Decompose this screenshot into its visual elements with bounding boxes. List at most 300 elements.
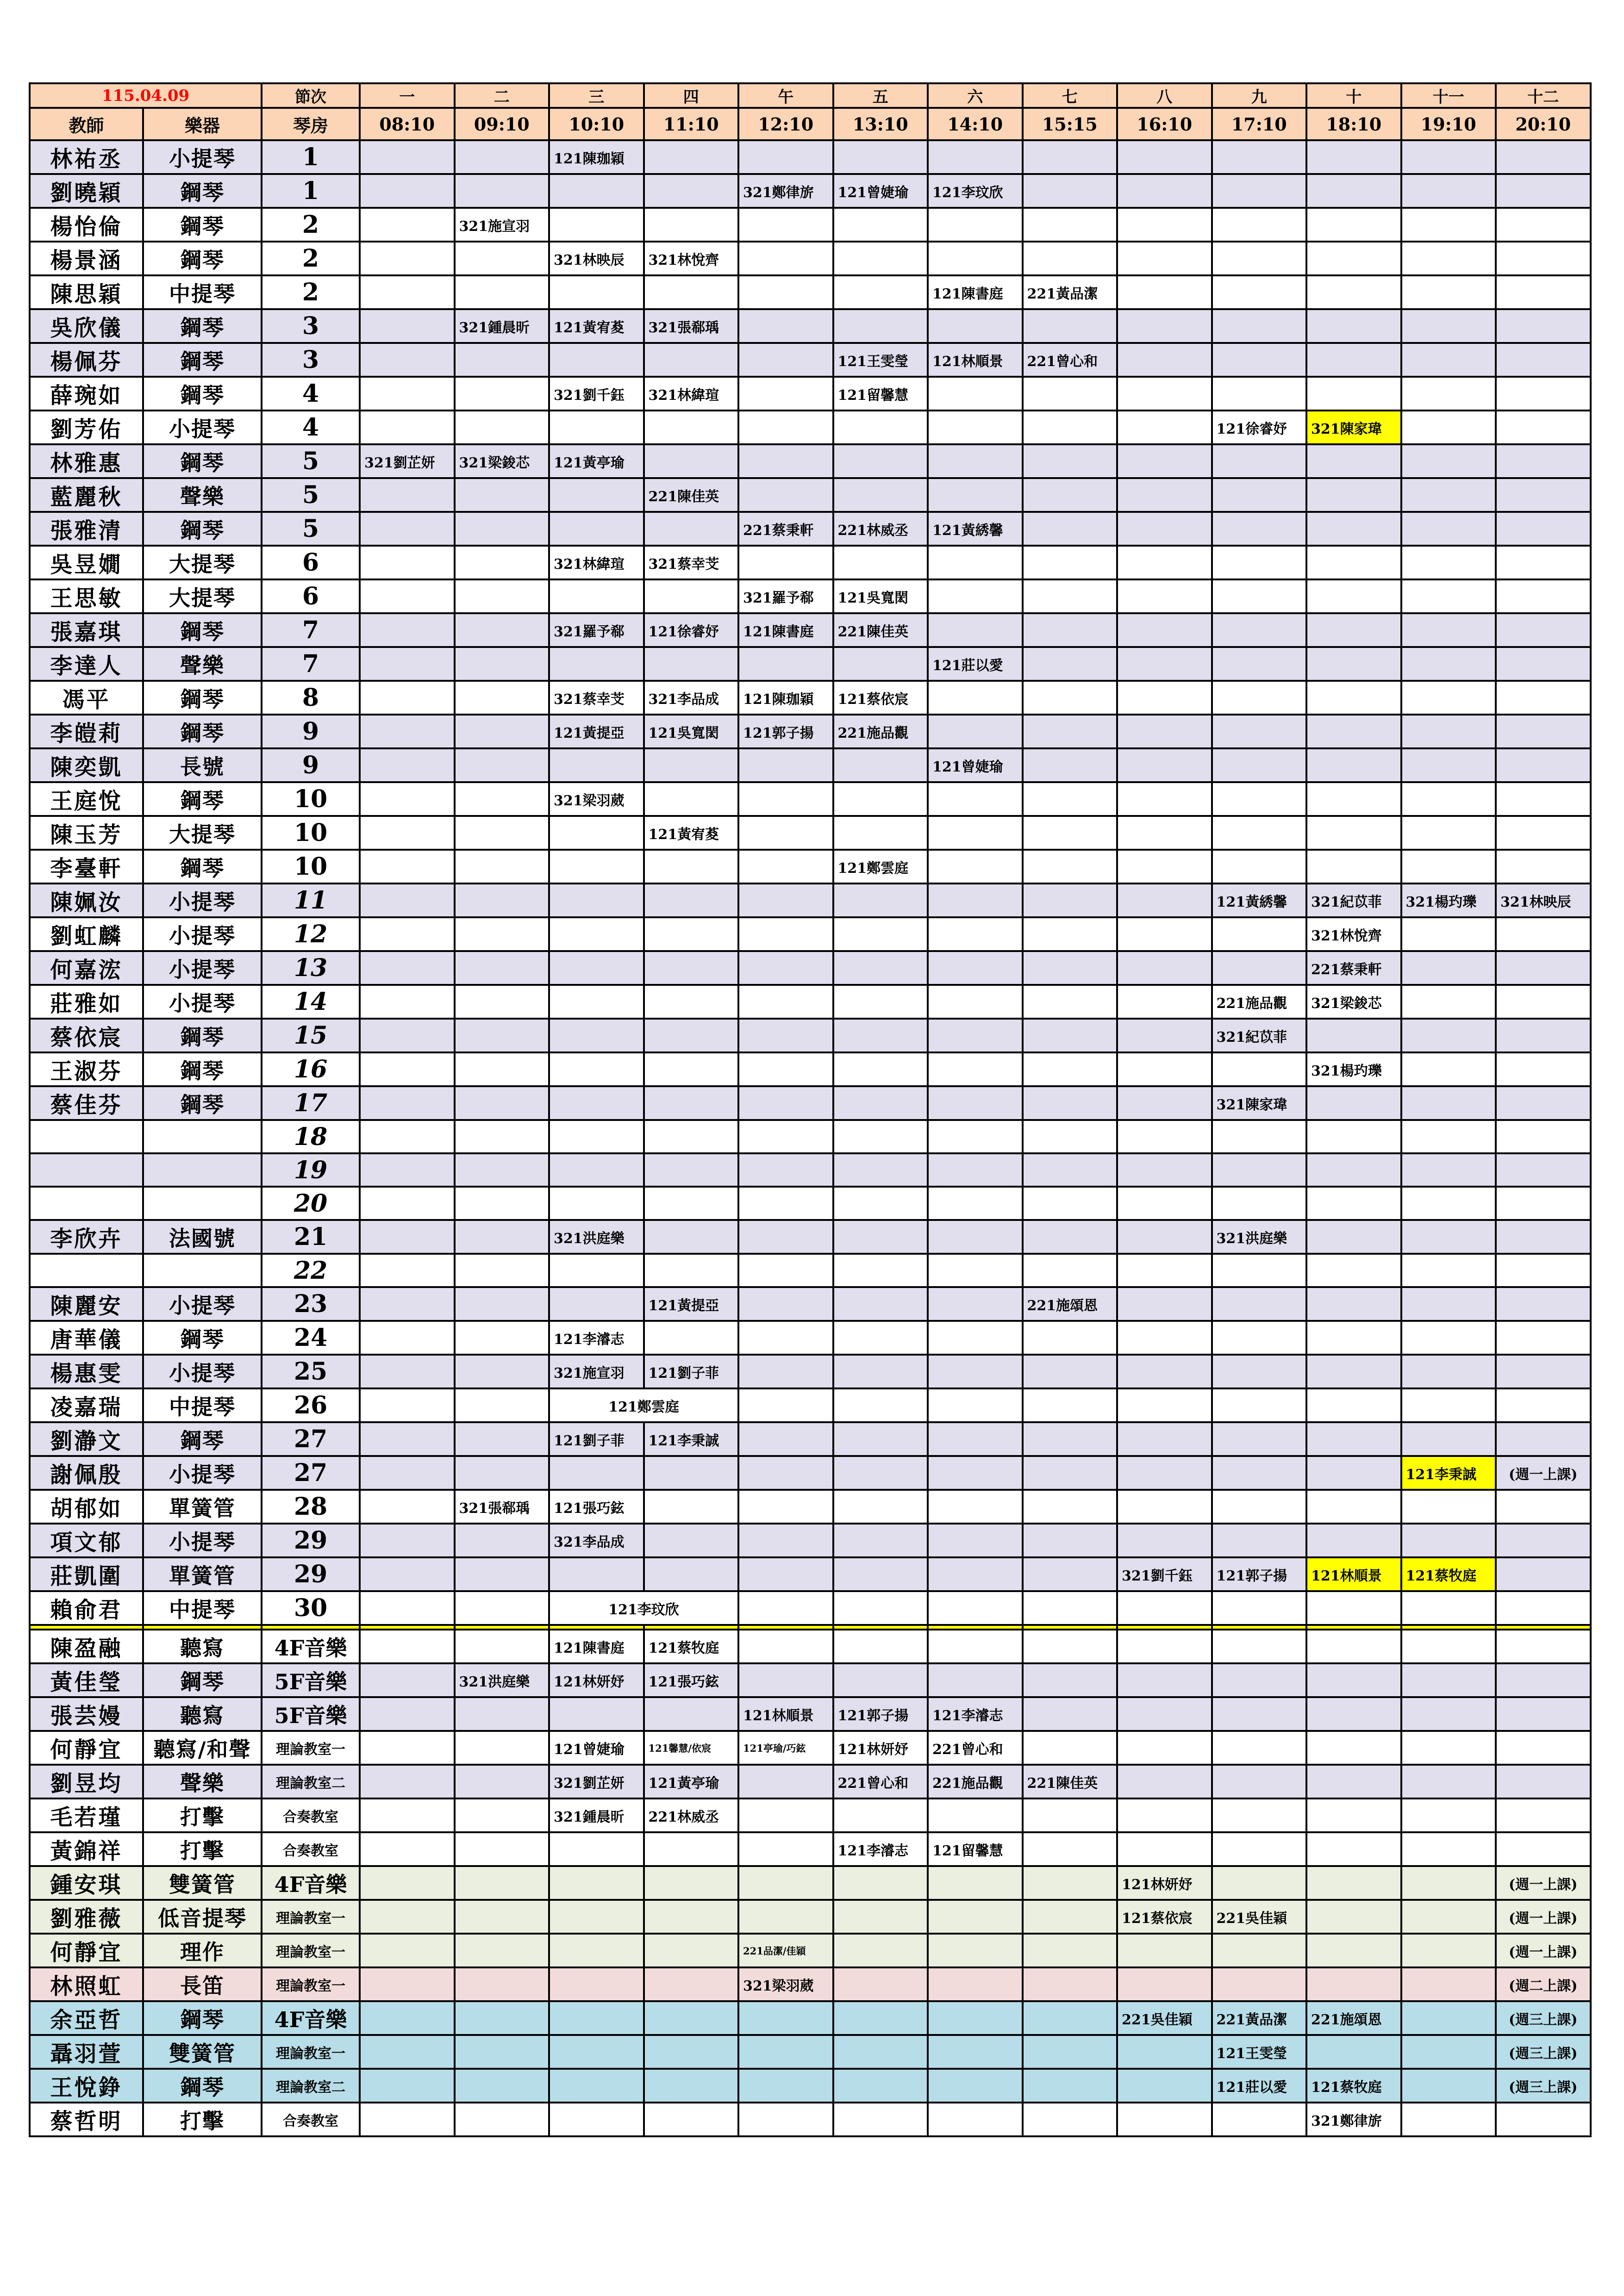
lesson-slot bbox=[1306, 1731, 1401, 1765]
lesson-slot bbox=[833, 1388, 928, 1422]
instrument: 小提琴 bbox=[143, 411, 262, 444]
lesson-slot bbox=[1117, 917, 1212, 951]
lesson-slot bbox=[455, 1591, 550, 1625]
lesson-slot bbox=[1117, 884, 1212, 917]
schedule-sheet bbox=[29, 82, 1590, 2137]
lesson-slot bbox=[1496, 1524, 1591, 1557]
table-row bbox=[30, 546, 1591, 579]
lesson-slot: 221蔡秉軒 bbox=[738, 512, 833, 546]
lesson-slot: 221施品觀 bbox=[928, 1765, 1023, 1798]
lesson-slot bbox=[1117, 613, 1212, 647]
lesson-slot bbox=[833, 1355, 928, 1388]
lesson-slot bbox=[1496, 309, 1591, 343]
teacher-name: 馮平 bbox=[30, 681, 143, 715]
lesson-slot bbox=[1117, 579, 1212, 613]
lesson-slot bbox=[1496, 1388, 1591, 1422]
teacher-name: 李欣卉 bbox=[30, 1220, 143, 1254]
lesson-slot bbox=[928, 411, 1023, 444]
lesson-slot bbox=[928, 1557, 1023, 1591]
table-row bbox=[30, 917, 1591, 951]
room-number: 合奏教室 bbox=[262, 2103, 360, 2136]
lesson-slot: 221施品觀 bbox=[1212, 985, 1307, 1019]
lesson-slot: 121劉子菲 bbox=[549, 1422, 644, 1456]
table-row bbox=[30, 309, 1591, 343]
teacher-name: 劉瀞文 bbox=[30, 1422, 143, 1456]
lesson-slot bbox=[1212, 1934, 1307, 1967]
lesson-slot bbox=[833, 1663, 928, 1697]
lesson-slot bbox=[1496, 444, 1591, 478]
lesson-slot bbox=[928, 2103, 1023, 2136]
lesson-slot bbox=[1117, 1524, 1212, 1557]
lesson-slot bbox=[1023, 1052, 1118, 1086]
table-row bbox=[30, 647, 1591, 681]
lesson-slot: 321陳家瑋 bbox=[1212, 1086, 1307, 1120]
lesson-slot bbox=[360, 174, 455, 208]
room-number: 7 bbox=[262, 613, 360, 647]
teacher-name: 張嘉琪 bbox=[30, 613, 143, 647]
instrument: 鋼琴 bbox=[143, 1019, 262, 1052]
lesson-slot bbox=[1401, 377, 1496, 411]
lesson-slot bbox=[1023, 715, 1118, 748]
lesson-slot bbox=[455, 613, 550, 647]
instrument: 雙簧管 bbox=[143, 2035, 262, 2069]
lesson-slot bbox=[928, 1187, 1023, 1220]
lesson-slot bbox=[644, 951, 739, 985]
lesson-slot bbox=[455, 715, 550, 748]
lesson-slot: 121陳書庭 bbox=[738, 613, 833, 647]
lesson-slot bbox=[1117, 1019, 1212, 1052]
lesson-slot bbox=[738, 782, 833, 816]
lesson-slot bbox=[360, 1832, 455, 1866]
lesson-slot: 121莊以愛 bbox=[1212, 2069, 1307, 2103]
lesson-slot bbox=[455, 1900, 550, 1934]
lesson-slot bbox=[928, 1220, 1023, 1254]
lesson-slot: 121李玟欣 bbox=[928, 174, 1023, 208]
lesson-slot bbox=[1401, 715, 1496, 748]
room-number: 5 bbox=[262, 512, 360, 546]
lesson-slot bbox=[1212, 377, 1307, 411]
lesson-slot bbox=[1306, 1832, 1401, 1866]
lesson-slot bbox=[455, 411, 550, 444]
lesson-slot bbox=[1401, 1591, 1496, 1625]
room-number: 10 bbox=[262, 816, 360, 850]
room-number: 3 bbox=[262, 309, 360, 343]
lesson-slot bbox=[1401, 1765, 1496, 1798]
lesson-slot bbox=[738, 2103, 833, 2136]
lesson-slot bbox=[1306, 343, 1401, 377]
lesson-slot bbox=[644, 1120, 739, 1153]
table-row bbox=[30, 579, 1591, 613]
schedule-date: 115.04.09 bbox=[30, 83, 262, 108]
period-header: 八 bbox=[1117, 83, 1212, 108]
table-row bbox=[30, 1287, 1591, 1321]
lesson-slot: 121陳珈穎 bbox=[549, 140, 644, 174]
lesson-slot bbox=[360, 478, 455, 512]
lesson-slot bbox=[644, 1832, 739, 1866]
room-number: 理論教室一 bbox=[262, 1967, 360, 2001]
period-label: 節次 bbox=[262, 83, 360, 108]
instrument: 聲樂 bbox=[143, 1765, 262, 1798]
table-row bbox=[30, 512, 1591, 546]
instrument: 大提琴 bbox=[143, 546, 262, 579]
lesson-slot bbox=[644, 1187, 739, 1220]
lesson-slot bbox=[738, 1832, 833, 1866]
teacher-name bbox=[30, 1254, 143, 1287]
room-number: 10 bbox=[262, 782, 360, 816]
lesson-slot bbox=[1306, 1697, 1401, 1731]
lesson-slot bbox=[360, 1490, 455, 1524]
room-number: 9 bbox=[262, 748, 360, 782]
teacher-name: 李皚莉 bbox=[30, 715, 143, 748]
lesson-slot bbox=[455, 985, 550, 1019]
lesson-slot bbox=[1496, 1422, 1591, 1456]
lesson-slot bbox=[1023, 1663, 1118, 1697]
table-row bbox=[30, 748, 1591, 782]
lesson-slot bbox=[738, 1663, 833, 1697]
teacher-name: 林照虹 bbox=[30, 1967, 143, 2001]
lesson-slot bbox=[360, 1321, 455, 1355]
lesson-slot bbox=[1117, 951, 1212, 985]
lesson-slot bbox=[1306, 1120, 1401, 1153]
lesson-slot bbox=[455, 2069, 550, 2103]
lesson-slot bbox=[1212, 1663, 1307, 1697]
lesson-slot bbox=[1306, 1591, 1401, 1625]
lesson-slot: 221黃品潔 bbox=[1023, 275, 1118, 309]
lesson-slot bbox=[549, 1052, 644, 1086]
lesson-slot bbox=[549, 343, 644, 377]
lesson-slot bbox=[549, 1900, 644, 1934]
lesson-slot bbox=[1306, 444, 1401, 478]
lesson-slot bbox=[1117, 1731, 1212, 1765]
table-row bbox=[30, 1967, 1591, 2001]
lesson-slot bbox=[833, 2103, 928, 2136]
lesson-slot bbox=[549, 2069, 644, 2103]
room-number: 6 bbox=[262, 546, 360, 579]
lesson-slot bbox=[360, 377, 455, 411]
lesson-slot bbox=[928, 715, 1023, 748]
lesson-slot bbox=[1212, 681, 1307, 715]
lesson-slot: 121王雯瑩 bbox=[1212, 2035, 1307, 2069]
lesson-slot bbox=[1401, 411, 1496, 444]
lesson-slot bbox=[1496, 1086, 1591, 1120]
lesson-slot bbox=[1212, 1120, 1307, 1153]
lesson-slot bbox=[360, 1355, 455, 1388]
lesson-slot bbox=[738, 748, 833, 782]
lesson-slot bbox=[1306, 715, 1401, 748]
room-number: 理論教室一 bbox=[262, 2035, 360, 2069]
lesson-slot bbox=[1023, 1422, 1118, 1456]
lesson-slot bbox=[833, 1866, 928, 1900]
lesson-slot bbox=[1212, 748, 1307, 782]
lesson-slot bbox=[360, 917, 455, 951]
lesson-slot bbox=[1023, 1019, 1118, 1052]
instrument: 鋼琴 bbox=[143, 512, 262, 546]
lesson-slot bbox=[738, 917, 833, 951]
lesson-slot: 121林妍妤 bbox=[1117, 1866, 1212, 1900]
lesson-slot bbox=[1306, 1019, 1401, 1052]
lesson-slot bbox=[738, 1630, 833, 1663]
lesson-slot bbox=[738, 242, 833, 275]
lesson-slot: 321劉芷妍 bbox=[360, 444, 455, 478]
lesson-slot bbox=[1212, 1187, 1307, 1220]
lesson-slot bbox=[644, 208, 739, 242]
instrument: 聲樂 bbox=[143, 478, 262, 512]
lesson-slot bbox=[1306, 1765, 1401, 1798]
lesson-slot bbox=[1212, 1591, 1307, 1625]
lesson-slot bbox=[1117, 546, 1212, 579]
room-number: 11 bbox=[262, 884, 360, 917]
lesson-slot bbox=[455, 2035, 550, 2069]
lesson-slot bbox=[1117, 309, 1212, 343]
lesson-slot bbox=[1401, 647, 1496, 681]
lesson-slot: 121吳寬閎 bbox=[833, 579, 928, 613]
lesson-slot bbox=[549, 1287, 644, 1321]
lesson-slot: 121蔡牧庭 bbox=[1306, 2069, 1401, 2103]
teacher-name: 鍾安琪 bbox=[30, 1866, 143, 1900]
lesson-slot bbox=[455, 1153, 550, 1187]
lesson-slot: 321李品成 bbox=[644, 681, 739, 715]
lesson-slot bbox=[738, 1422, 833, 1456]
instrument: 大提琴 bbox=[143, 579, 262, 613]
table-row bbox=[30, 2103, 1591, 2136]
lesson-slot bbox=[549, 647, 644, 681]
lesson-slot bbox=[455, 1731, 550, 1765]
lesson-slot: 121張巧鉉 bbox=[644, 1663, 739, 1697]
lesson-slot bbox=[455, 1355, 550, 1388]
lesson-slot bbox=[1401, 1630, 1496, 1663]
lesson-slot bbox=[1212, 1765, 1307, 1798]
lesson-slot bbox=[1306, 647, 1401, 681]
header-row-periods bbox=[30, 83, 1591, 108]
lesson-slot bbox=[549, 275, 644, 309]
lesson-slot bbox=[1401, 1731, 1496, 1765]
period-header: 七 bbox=[1023, 83, 1118, 108]
lesson-slot: 121劉子菲 bbox=[644, 1355, 739, 1388]
lesson-slot bbox=[738, 208, 833, 242]
lesson-slot bbox=[1023, 1557, 1118, 1591]
lesson-slot bbox=[1117, 2069, 1212, 2103]
lesson-slot bbox=[833, 917, 928, 951]
lesson-slot bbox=[1496, 782, 1591, 816]
lesson-slot bbox=[928, 579, 1023, 613]
lesson-slot bbox=[1306, 1254, 1401, 1287]
lesson-slot bbox=[1496, 1832, 1591, 1866]
lesson-slot bbox=[455, 242, 550, 275]
lesson-slot bbox=[1023, 208, 1118, 242]
table-row bbox=[30, 1422, 1591, 1456]
instrument: 鋼琴 bbox=[143, 444, 262, 478]
lesson-slot bbox=[1023, 951, 1118, 985]
lesson-slot bbox=[738, 1765, 833, 1798]
lesson-slot bbox=[738, 1490, 833, 1524]
lesson-slot bbox=[1496, 140, 1591, 174]
lesson-slot bbox=[1023, 1254, 1118, 1287]
lesson-slot: 221曾心和 bbox=[833, 1765, 928, 1798]
lesson-slot bbox=[360, 1388, 455, 1422]
lesson-slot bbox=[455, 1187, 550, 1220]
lesson-slot bbox=[1212, 208, 1307, 242]
lesson-slot bbox=[1496, 613, 1591, 647]
room-column-header: 琴房 bbox=[262, 108, 360, 140]
table-row bbox=[30, 242, 1591, 275]
lesson-slot bbox=[833, 1019, 928, 1052]
lesson-slot bbox=[1401, 512, 1496, 546]
lesson-slot bbox=[549, 1832, 644, 1866]
lesson-slot: 321林悅齊 bbox=[1306, 917, 1401, 951]
table-row bbox=[30, 2001, 1591, 2035]
lesson-slot bbox=[1496, 1765, 1591, 1798]
lesson-slot bbox=[1496, 411, 1591, 444]
lesson-slot bbox=[1496, 208, 1591, 242]
table-row bbox=[30, 1765, 1591, 1798]
instrument: 鋼琴 bbox=[143, 174, 262, 208]
lesson-slot: 121留馨慧 bbox=[928, 1832, 1023, 1866]
lesson-slot bbox=[1401, 917, 1496, 951]
instrument: 鋼琴 bbox=[143, 309, 262, 343]
lesson-slot bbox=[644, 1220, 739, 1254]
lesson-slot bbox=[738, 1019, 833, 1052]
lesson-slot bbox=[644, 1153, 739, 1187]
teacher-name: 陳奕凱 bbox=[30, 748, 143, 782]
lesson-slot: 221吳佳穎 bbox=[1117, 2001, 1212, 2035]
lesson-slot bbox=[738, 850, 833, 884]
lesson-slot bbox=[455, 748, 550, 782]
instrument: 鋼琴 bbox=[143, 1321, 262, 1355]
lesson-slot bbox=[1401, 275, 1496, 309]
lesson-slot bbox=[738, 2035, 833, 2069]
lesson-slot bbox=[360, 411, 455, 444]
lesson-slot bbox=[1401, 1220, 1496, 1254]
lesson-slot bbox=[1212, 647, 1307, 681]
lesson-slot bbox=[1212, 1832, 1307, 1866]
instrument: 雙簧管 bbox=[143, 1866, 262, 1900]
time-header: 14:10 bbox=[928, 108, 1023, 140]
lesson-slot bbox=[360, 1967, 455, 2001]
lesson-slot bbox=[549, 1934, 644, 1967]
room-number: 4F音樂 bbox=[262, 1630, 360, 1663]
lesson-slot: 221蔡秉軒 bbox=[1306, 951, 1401, 985]
instrument: 鋼琴 bbox=[143, 343, 262, 377]
lesson-slot: 321羅予郗 bbox=[738, 579, 833, 613]
lesson-slot: 321劉芷妍 bbox=[549, 1765, 644, 1798]
lesson-slot: 321施宣羽 bbox=[549, 1355, 644, 1388]
instrument: 聽寫 bbox=[143, 1630, 262, 1663]
lesson-slot bbox=[1496, 579, 1591, 613]
lesson-slot bbox=[360, 2069, 455, 2103]
lesson-slot bbox=[738, 951, 833, 985]
lesson-slot bbox=[1212, 1422, 1307, 1456]
lesson-slot bbox=[360, 951, 455, 985]
table-row bbox=[30, 1900, 1591, 1934]
table-row bbox=[30, 1153, 1591, 1187]
room-number: 8 bbox=[262, 681, 360, 715]
lesson-slot bbox=[1023, 748, 1118, 782]
lesson-slot bbox=[455, 850, 550, 884]
lesson-slot: 121李濬志 bbox=[928, 1697, 1023, 1731]
lesson-slot bbox=[455, 1086, 550, 1120]
lesson-slot: 121莊以愛 bbox=[928, 647, 1023, 681]
instrument: 小提琴 bbox=[143, 985, 262, 1019]
lesson-slot bbox=[1212, 579, 1307, 613]
lesson-slot bbox=[928, 242, 1023, 275]
lesson-slot bbox=[1306, 1630, 1401, 1663]
teacher-name: 楊怡倫 bbox=[30, 208, 143, 242]
lesson-slot bbox=[1117, 242, 1212, 275]
teacher-name: 陳玉芳 bbox=[30, 816, 143, 850]
table-row bbox=[30, 850, 1591, 884]
lesson-slot bbox=[1401, 174, 1496, 208]
lesson-slot bbox=[549, 850, 644, 884]
room-number: 20 bbox=[262, 1187, 360, 1220]
lesson-slot: 321張郗瑀 bbox=[644, 309, 739, 343]
lesson-slot bbox=[644, 1254, 739, 1287]
lesson-slot bbox=[360, 1287, 455, 1321]
lesson-slot bbox=[1117, 140, 1212, 174]
lesson-slot bbox=[928, 917, 1023, 951]
lesson-slot bbox=[1023, 2035, 1118, 2069]
lesson-slot bbox=[1306, 816, 1401, 850]
schedule-body-practice-rooms bbox=[30, 140, 1591, 1625]
table-row bbox=[30, 715, 1591, 748]
lesson-slot bbox=[455, 1019, 550, 1052]
lesson-slot bbox=[1496, 2103, 1591, 2136]
table-row bbox=[30, 681, 1591, 715]
schedule-note: (週一上課) bbox=[1496, 1866, 1591, 1900]
lesson-slot bbox=[1401, 1321, 1496, 1355]
room-number: 27 bbox=[262, 1422, 360, 1456]
lesson-slot bbox=[833, 1490, 928, 1524]
lesson-slot bbox=[360, 681, 455, 715]
teacher-name: 楊惠雯 bbox=[30, 1355, 143, 1388]
lesson-slot bbox=[1306, 1967, 1401, 2001]
lesson-slot bbox=[1496, 1254, 1591, 1287]
lesson-slot bbox=[1117, 275, 1212, 309]
lesson-slot bbox=[738, 985, 833, 1019]
lesson-slot: 121蔡牧庭 bbox=[644, 1630, 739, 1663]
lesson-slot bbox=[833, 1422, 928, 1456]
lesson-slot bbox=[738, 377, 833, 411]
instrument: 低音提琴 bbox=[143, 1900, 262, 1934]
lesson-slot: 321梁鋑芯 bbox=[1306, 985, 1401, 1019]
lesson-slot bbox=[1117, 2035, 1212, 2069]
lesson-slot bbox=[644, 1086, 739, 1120]
teacher-name: 李臺軒 bbox=[30, 850, 143, 884]
lesson-slot bbox=[360, 1866, 455, 1900]
lesson-slot bbox=[360, 1557, 455, 1591]
lesson-slot bbox=[1496, 1591, 1591, 1625]
lesson-slot bbox=[1401, 1355, 1496, 1388]
lesson-slot bbox=[1117, 1456, 1212, 1490]
lesson-slot bbox=[1212, 1052, 1307, 1086]
lesson-slot bbox=[455, 1220, 550, 1254]
lesson-slot bbox=[1117, 208, 1212, 242]
teacher-name: 余亞哲 bbox=[30, 2001, 143, 2035]
period-header: 午 bbox=[738, 83, 833, 108]
lesson-slot bbox=[1401, 782, 1496, 816]
period-header: 十 bbox=[1306, 83, 1401, 108]
room-number: 27 bbox=[262, 1456, 360, 1490]
lesson-slot bbox=[1496, 1153, 1591, 1187]
lesson-slot bbox=[833, 1153, 928, 1187]
lesson-slot bbox=[738, 1321, 833, 1355]
lesson-slot bbox=[928, 1086, 1023, 1120]
lesson-slot bbox=[1212, 1388, 1307, 1422]
teacher-name: 王庭悅 bbox=[30, 782, 143, 816]
lesson-slot bbox=[644, 1967, 739, 2001]
lesson-slot bbox=[455, 1630, 550, 1663]
lesson-slot: 121吳寬閎 bbox=[644, 715, 739, 748]
instrument: 鋼琴 bbox=[143, 1052, 262, 1086]
